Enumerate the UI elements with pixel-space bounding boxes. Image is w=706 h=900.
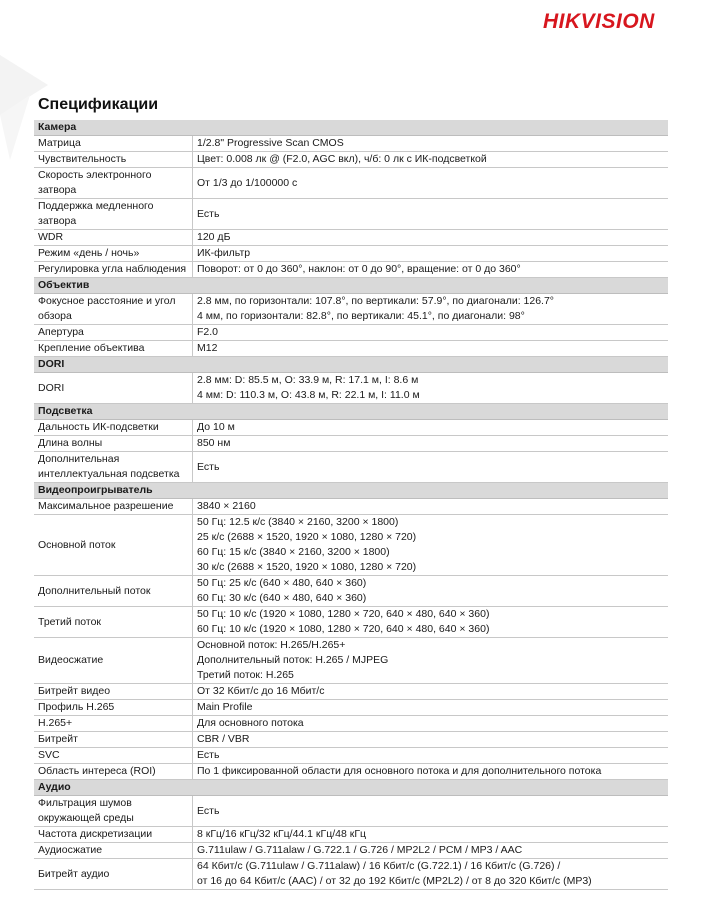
logo-text: HIKVISION — [543, 10, 655, 33]
spec-row — [34, 246, 668, 262]
spec-row — [34, 684, 668, 700]
spec-value-line: ИК-фильтр — [197, 247, 251, 259]
spec-value-line: 2.8 мм, по горизонтали: 107.8°, по вертикали: 57.9°, по диагонали: 126.7° — [197, 295, 555, 307]
spec-value-line: Дополнительный поток: H.265 / MJPEG — [197, 654, 389, 666]
spec-value-line: До 10 м — [197, 421, 235, 433]
section-header — [34, 780, 668, 796]
spec-key: Аудиосжатие — [34, 843, 193, 859]
spec-value-line: Есть — [197, 804, 220, 817]
section-header — [34, 404, 668, 420]
spec-table — [34, 120, 668, 890]
spec-value — [193, 341, 669, 357]
spec-key: Профиль H.265 — [34, 700, 193, 716]
section-title: Видеопроигрыватель — [34, 483, 668, 499]
spec-row — [34, 262, 668, 278]
spec-row — [34, 843, 668, 859]
spec-row — [34, 700, 668, 716]
spec-key: Область интереса (ROI) — [34, 764, 193, 780]
spec-value-line: F2.0 — [197, 326, 219, 338]
spec-value — [193, 199, 669, 230]
spec-row — [34, 576, 668, 607]
spec-row — [34, 499, 668, 515]
spec-value-line: Для основного потока — [197, 717, 304, 729]
section-title: Камера — [34, 120, 668, 136]
spec-value — [193, 684, 669, 700]
spec-value — [193, 748, 669, 764]
spec-value-line: 3840 × 2160 — [197, 500, 256, 512]
spec-row — [34, 325, 668, 341]
spec-row — [34, 732, 668, 748]
spec-key: Матрица — [34, 136, 193, 152]
section-title: DORI — [34, 357, 668, 373]
spec-value-line: 120 дБ — [197, 231, 231, 243]
section-header — [34, 357, 668, 373]
spec-key: Длина волны — [34, 436, 193, 452]
spec-key: Поддержка медленного затвора — [34, 199, 193, 230]
spec-row — [34, 341, 668, 357]
spec-value — [193, 436, 669, 452]
spec-key: Битрейт видео — [34, 684, 193, 700]
spec-value — [193, 843, 669, 859]
spec-key: Видеосжатие — [34, 638, 193, 684]
spec-value — [193, 452, 669, 483]
spec-value-line: Main Profile — [197, 701, 253, 713]
spec-value — [193, 294, 669, 325]
spec-value-line: 64 Кбит/с (G.711ulaw / G.711alaw) / 16 Кбит/с (G.722.1) / 16 Кбит/с (G.726) / — [197, 860, 561, 872]
spec-key: SVC — [34, 748, 193, 764]
spec-value-line: 50 Гц: 12.5 к/с (3840 × 2160, 3200 × 1800) — [197, 516, 399, 528]
spec-value-line: 60 Гц: 30 к/с (640 × 480, 640 × 360) — [197, 592, 367, 604]
spec-key: Апертура — [34, 325, 193, 341]
spec-value-line: Третий поток: H.265 — [197, 669, 294, 681]
spec-value-line: По 1 фиксированной области для основного потока и для дополнительного потока — [197, 765, 602, 777]
spec-row — [34, 764, 668, 780]
spec-row — [34, 420, 668, 436]
spec-row — [34, 716, 668, 732]
spec-key: Битрейт — [34, 732, 193, 748]
spec-row — [34, 515, 668, 576]
spec-value — [193, 732, 669, 748]
spec-value-line: Есть — [197, 207, 220, 220]
spec-value — [193, 325, 669, 341]
spec-value — [193, 859, 669, 890]
spec-value-line: От 32 Кбит/с до 16 Мбит/с — [197, 685, 325, 697]
section-title: Объектив — [34, 278, 668, 294]
spec-row — [34, 827, 668, 843]
section-header — [34, 278, 668, 294]
spec-key: Максимальное разрешение — [34, 499, 193, 515]
spec-row — [34, 748, 668, 764]
section-header — [34, 483, 668, 499]
section-title: Аудио — [34, 780, 668, 796]
spec-row — [34, 152, 668, 168]
spec-row — [34, 607, 668, 638]
spec-key: Дополнительная интеллектуальная подсветка — [34, 452, 193, 483]
spec-value-line: 2.8 мм: D: 85.5 м, O: 33.9 м, R: 17.1 м, I: 8.6 м — [197, 374, 419, 386]
spec-value-line: От 1/3 до 1/100000 с — [197, 176, 298, 189]
spec-value — [193, 796, 669, 827]
spec-value-line: M12 — [197, 342, 218, 354]
spec-value — [193, 420, 669, 436]
spec-value — [193, 607, 669, 638]
spec-value-line: CBR / VBR — [197, 733, 250, 745]
spec-row — [34, 436, 668, 452]
spec-key: Регулировка угла наблюдения — [34, 262, 193, 278]
spec-value-line: Есть — [197, 460, 220, 473]
spec-key: Режим «день / ночь» — [34, 246, 193, 262]
spec-key: Скорость электронного затвора — [34, 168, 193, 199]
spec-value — [193, 499, 669, 515]
spec-value-line: 50 Гц: 10 к/с (1920 × 1080, 1280 × 720, 640 × 480, 640 × 360) — [197, 608, 490, 620]
spec-value — [193, 700, 669, 716]
spec-key: Битрейт аудио — [34, 859, 193, 890]
page-title: Спецификации — [38, 96, 159, 113]
spec-key: Чувствительность — [34, 152, 193, 168]
spec-value-line: 1/2.8" Progressive Scan CMOS — [197, 137, 344, 149]
spec-value-line: Есть — [197, 749, 220, 761]
spec-value — [193, 638, 669, 684]
spec-value-line: Основной поток: H.265/H.265+ — [197, 639, 346, 651]
spec-key: Частота дискретизации — [34, 827, 193, 843]
spec-key: H.265+ — [34, 716, 193, 732]
spec-value-line: 4 мм, по горизонтали: 82.8°, по вертикали: 45.1°, по диагонали: 98° — [197, 310, 525, 322]
spec-row — [34, 452, 668, 483]
spec-value-line: 60 Гц: 10 к/с (1920 × 1080, 1280 × 720, 640 × 480, 640 × 360) — [197, 623, 490, 635]
spec-value-line: Цвет: 0.008 лк @ (F2.0, AGC вкл), ч/б: 0 лк с ИК-подсветкой — [197, 153, 487, 165]
spec-key: Фокусное расстояние и угол обзора — [34, 294, 193, 325]
spec-value — [193, 230, 669, 246]
spec-row — [34, 136, 668, 152]
spec-value — [193, 716, 669, 732]
section-header — [34, 120, 668, 136]
spec-value-line: Поворот: от 0 до 360°, наклон: от 0 до 90°, вращение: от 0 до 360° — [197, 263, 521, 275]
spec-key: WDR — [34, 230, 193, 246]
spec-row — [34, 638, 668, 684]
spec-value — [193, 373, 669, 404]
spec-value-line: от 16 до 64 Кбит/с (AAC) / от 32 до 192 Кбит/с (MP2L2) / от 8 до 320 Кбит/с (MP3) — [197, 875, 592, 887]
spec-key: Дальность ИК-подсветки — [34, 420, 193, 436]
spec-key: Основной поток — [34, 515, 193, 576]
spec-value-line: 25 к/с (2688 × 1520, 1920 × 1080, 1280 × 720) — [197, 531, 417, 543]
spec-key: Крепление объектива — [34, 341, 193, 357]
spec-value — [193, 168, 669, 199]
spec-row — [34, 230, 668, 246]
spec-value — [193, 515, 669, 576]
spec-value — [193, 152, 669, 168]
spec-key: Третий поток — [34, 607, 193, 638]
spec-row — [34, 168, 668, 199]
spec-value — [193, 262, 669, 278]
hikvision-logo — [543, 10, 655, 34]
spec-value-line: 8 кГц/16 кГц/32 кГц/44.1 кГц/48 кГц — [197, 828, 367, 840]
spec-value — [193, 764, 669, 780]
spec-value-line: 4 мм: D: 110.3 м, O: 43.8 м, R: 22.1 м, I: 11.0 м — [197, 389, 420, 401]
spec-row — [34, 859, 668, 890]
spec-row — [34, 373, 668, 404]
spec-value — [193, 246, 669, 262]
spec-value-line: G.711ulaw / G.711alaw / G.722.1 / G.726 / MP2L2 / PCM / MP3 / AAC — [197, 844, 523, 856]
spec-row — [34, 796, 668, 827]
spec-key: DORI — [34, 373, 193, 404]
spec-value-line: 850 нм — [197, 437, 231, 449]
spec-value — [193, 576, 669, 607]
section-title: Подсветка — [34, 404, 668, 420]
spec-value — [193, 827, 669, 843]
spec-key: Фильтрация шумов окружающей среды — [34, 796, 193, 827]
spec-value-line: 50 Гц: 25 к/с (640 × 480, 640 × 360) — [197, 577, 367, 589]
spec-row — [34, 294, 668, 325]
spec-value-line: 30 к/с (2688 × 1520, 1920 × 1080, 1280 × 720) — [197, 561, 417, 573]
spec-key: Дополнительный поток — [34, 576, 193, 607]
spec-value — [193, 136, 669, 152]
spec-row — [34, 199, 668, 230]
spec-value-line: 60 Гц: 15 к/с (3840 × 2160, 3200 × 1800) — [197, 546, 390, 558]
